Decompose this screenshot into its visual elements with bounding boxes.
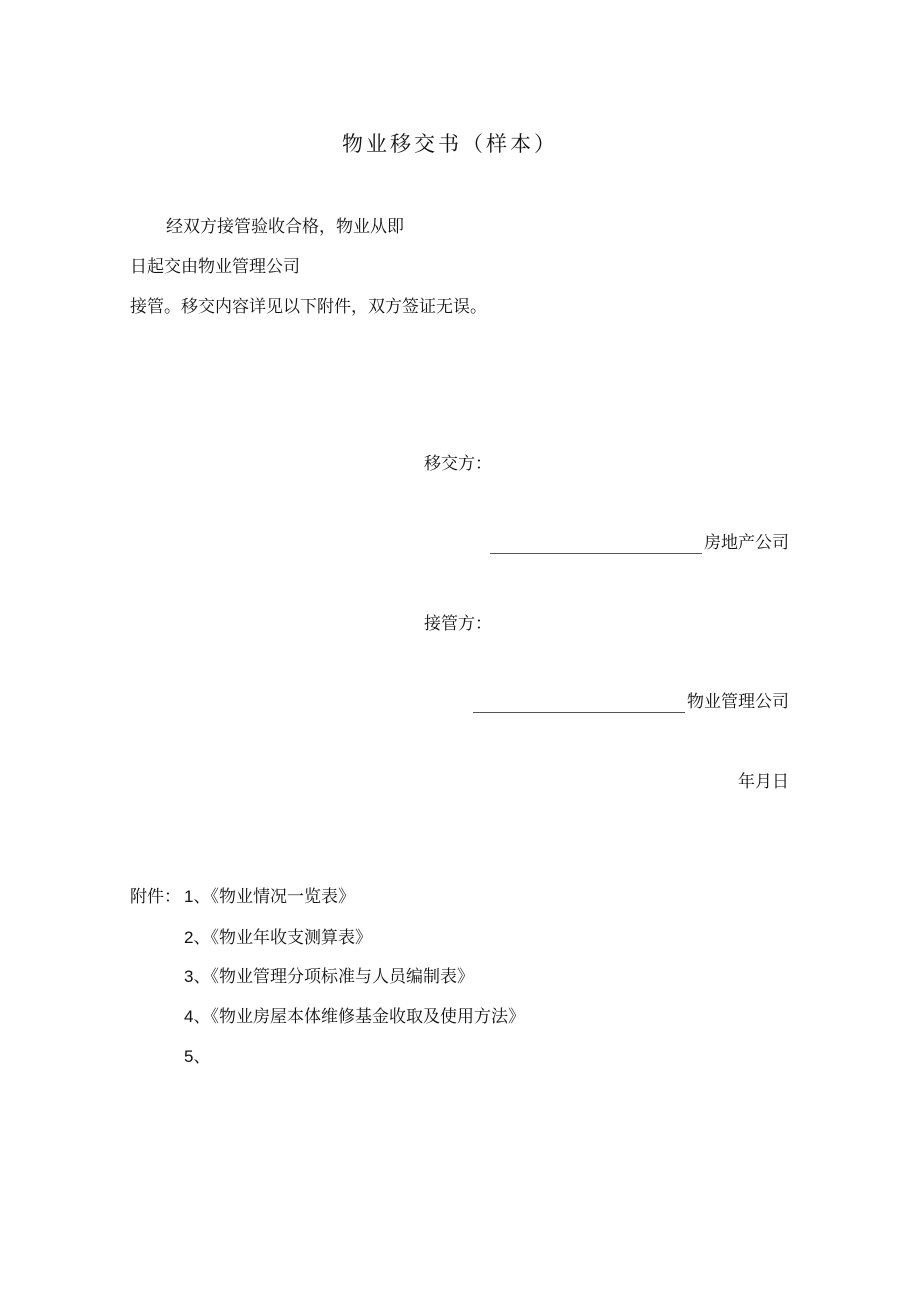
body-line-3: 接管。移交内容详见以下附件，双方签证无误。	[130, 297, 487, 317]
handover-company-blank	[490, 535, 702, 554]
attachment-number: 1、	[184, 887, 211, 906]
attachment-text: 《物业情况一览表》	[210, 887, 355, 907]
attachment-number: 3、	[184, 967, 211, 986]
attachment-item	[184, 886, 355, 908]
takeover-company-blank	[473, 694, 685, 713]
attachment-text: 《物业年收支测算表》	[210, 928, 372, 948]
attachment-text: 《物业房屋本体维修基金收取及使用方法》	[210, 1007, 525, 1027]
attachment-text: 《物业管理分项标准与人员编制表》	[210, 967, 474, 987]
handover-party-label: 移交方：	[424, 454, 492, 474]
attachment-item	[184, 1046, 210, 1068]
attachment-item	[184, 1006, 525, 1028]
takeover-company-suffix: 物业管理公司	[687, 692, 789, 712]
body-line-2: 日起交由物业管理公司	[130, 257, 300, 277]
takeover-party-label: 接管方：	[424, 614, 492, 634]
attachment-number: 2、	[184, 928, 211, 947]
attachment-item	[184, 927, 372, 949]
body-line-1: 经双方接管验收合格，物业从即	[166, 217, 404, 237]
handover-company-line	[490, 532, 789, 554]
document-title: 物业移交书（样本）	[342, 132, 558, 156]
attachment-number: 5、	[184, 1047, 211, 1066]
attachment-number: 4、	[184, 1007, 211, 1026]
signing-date: 年月日	[738, 772, 789, 792]
attachments-label: 附件：	[130, 887, 181, 907]
handover-company-suffix: 房地产公司	[704, 533, 789, 553]
attachment-item	[184, 966, 474, 988]
takeover-company-line	[473, 691, 789, 713]
